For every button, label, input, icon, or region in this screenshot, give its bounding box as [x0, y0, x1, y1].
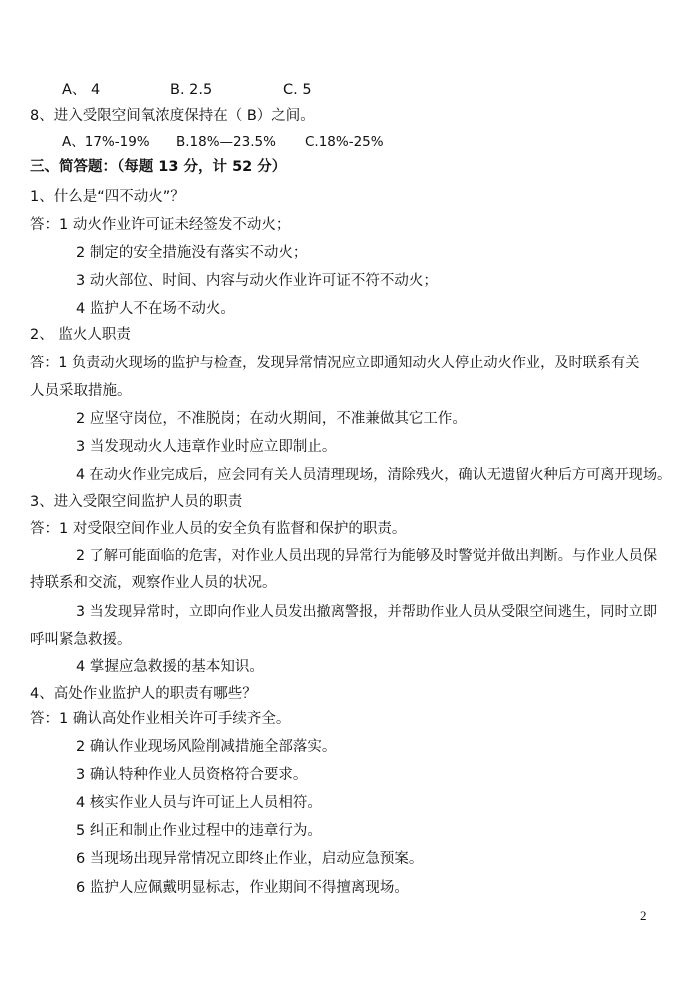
q4-answer-line-1: 答：1 确认高处作业相关许可手续齐全。: [30, 711, 291, 727]
q8-option-a: A、17%-19%: [62, 134, 150, 150]
q8-question: 8、进入受限空间氧浓度保持在（ B）之间。: [30, 108, 315, 124]
q3-answer-line-1: 答：1 对受限空间作业人员的安全负有监督和保护的职责。: [30, 521, 407, 537]
q4-answer-line-4: 4 核实作业人员与许可证上人员相符。: [76, 795, 322, 811]
q2-answer-line-1: 答：1 负责动火现场的监护与检查，发现异常情况应立即通知动火人停止动火作业，及时联系有关: [30, 355, 640, 371]
q3-answer-line-5: 呼叫紧急救援。: [30, 632, 132, 648]
q1-title: 1、什么是“四不动火”？: [30, 189, 185, 205]
q3-title: 3、进入受限空间监护人员的职责: [30, 494, 243, 510]
q7-option-b: B. 2.5: [170, 82, 213, 98]
q4-answer-line-6: 6 当现场出现异常情况立即终止作业，启动应急预案。: [76, 851, 424, 867]
q1-answer-line-1: 答：1 动火作业许可证未经签发不动火；: [30, 217, 291, 233]
q2-answer-line-2: 人员采取措施。: [30, 383, 132, 399]
q7-option-a: A、 4: [62, 82, 101, 98]
section-title: 三、简答题：（每题 13 分，计 52 分）: [30, 159, 287, 175]
q4-answer-line-2: 2 确认作业现场风险削减措施全部落实。: [76, 739, 337, 755]
q4-title: 4、高处作业监护人的职责有哪些？: [30, 686, 257, 702]
q2-answer-line-3: 2 应坚守岗位，不准脱岗；在动火期间，不准兼做其它工作。: [76, 411, 467, 427]
q3-answer-line-3: 持联系和交流，观察作业人员的状况。: [30, 575, 277, 591]
q4-answer-line-5: 5 纠正和制止作业过程中的违章行为。: [76, 823, 322, 839]
q3-answer-line-2: 2 了解可能面临的危害，对作业人员出现的异常行为能够及时警觉并做出判断。与作业人员保: [76, 548, 658, 564]
q2-answer-line-4: 3 当发现动火人违章作业时应立即制止。: [76, 439, 337, 455]
q4-answer-line-7: 6 监护人应佩戴明显标志，作业期间不得擅离现场。: [76, 880, 409, 896]
q3-answer-line-4: 3 当发现异常时，立即向作业人员发出撤离警报，并帮助作业人员从受限空间逃生，同时立即: [76, 604, 658, 620]
q7-option-c: C. 5: [283, 82, 312, 98]
q4-answer-line-3: 3 确认特种作业人员资格符合要求。: [76, 767, 308, 783]
q2-title: 2、 监火人职责: [30, 327, 131, 343]
q8-option-c: C.18%-25%: [305, 134, 384, 150]
q1-answer-line-4: 4 监护人不在场不动火。: [76, 301, 235, 317]
page-number: 2: [640, 908, 647, 923]
q1-answer-line-3: 3 动火部位、时间、内容与动火作业许可证不符不动火；: [76, 273, 438, 289]
q8-option-b: B.18%—23.5%: [176, 134, 276, 150]
q3-answer-line-6: 4 掌握应急救援的基本知识。: [76, 659, 264, 675]
q1-answer-line-2: 2 制定的安全措施没有落实不动火；: [76, 245, 308, 261]
q2-answer-line-5: 4 在动火作业完成后，应会同有关人员清理现场，清除残火，确认无遗留火种后方可离开现场。: [76, 467, 672, 483]
